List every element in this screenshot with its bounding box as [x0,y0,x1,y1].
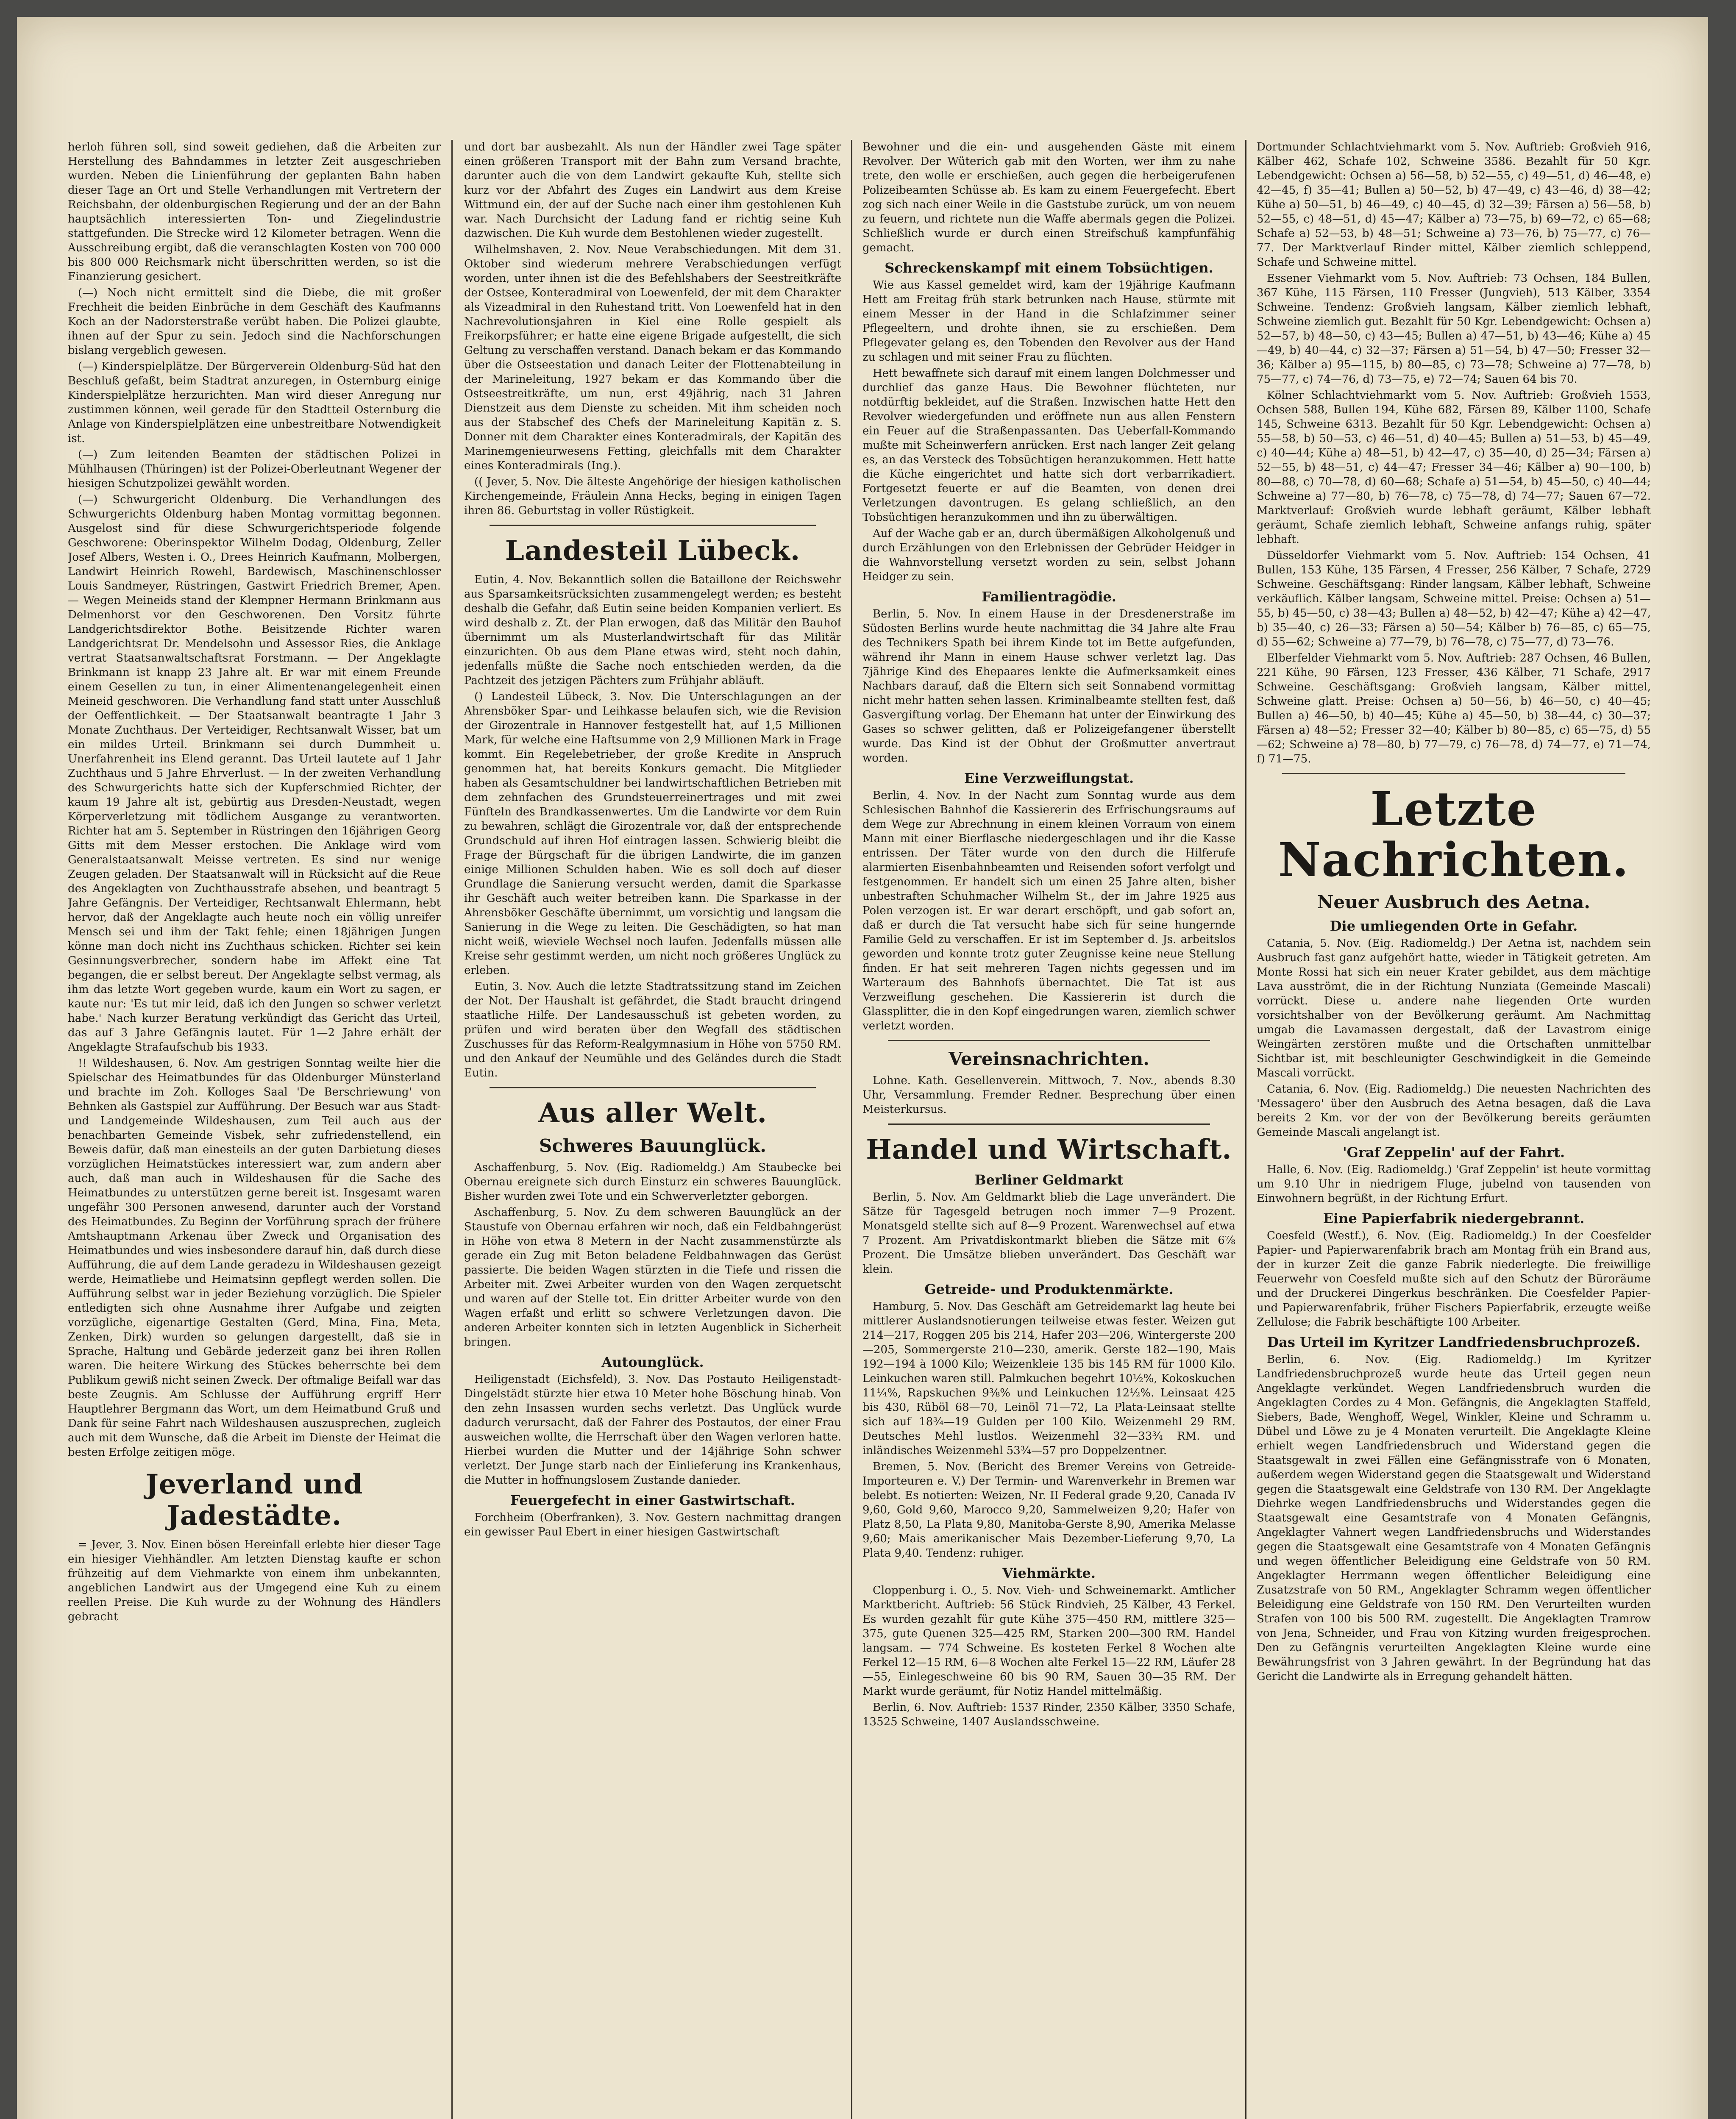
article-koeln-vieh: Kölner Schlachtviehmarkt vom 5. Nov. Auftrieb: Großvieh 1553, Ochsen 588, Bullen 194, Kühe 682, Färsen 89, Kälber 1100, Schafe 145, Schweine 6313. Bezahlt für 50 Kgr. Lebendgewicht: Ochsen a) 55—58, b) 50—53, c) 46—51, d) 40—45; Bullen a) 51—53, b) 45—49, c) 40—44; Kühe a) 48—51, b) 42—47, c) 35—40, d) 25—34; Färsen a) 52—55, b) 48—51, c) 44—47; Fresser 34—46; Kälber a) 90—100, b) 80—88, c) 70—78, d) 60—68; Schafe a) 51—54, b) 45—50, c) 40—44; Schweine a) 77—80, b) 76—78, c) 75—78, d) 74—77; Sauen 67—72. Marktverlauf: Großvieh wurde lebhaft geräumt, Kälber lebhaft geräumt, Schafe ziemlich lebhaft, Schweine anfangs ruhig, später lebhaft. [1257,389,1651,546]
headline-getreide: Getreide- und Produktenmärkte. [924,1281,1174,1297]
article-geldmarkt: Berlin, 5. Nov. Am Geldmarkt blieb die Lage unverändert. Die Sätze für Tagesgeld betrugen noch immer 7—9 Prozent. Monatsgeld stellte sich auf 8—9 Prozent. Warenwechsel auf etwa 7 Prozent. Am Privatdiskontmarkt blieben die Sätze mit 6⅞ Prozent. Die Umsätze blieben unverändert. Das Geschäft war klein. [862,1191,1235,1276]
article-hamburg-getreide: Hamburg, 5. Nov. Das Geschäft am Getreidemarkt lag heute bei mittlerer Auslandsnotierungen teilweise etwas fester. Weizen gut 214—217, Roggen 205 bis 214, Hafer 203—206, Wintergerste 200—205, Sommergerste 210—230, amerik. Gerste 182—190, Mais 192—194 à 1000 Kilo; Weizenkleie 135 bis 145 RM für 1000 Kilo. Leinkuchen waren still. Palmkuchen begehrt 10½%, Kokoskuchen 11¼%, Rapskuchen 9⅜% und Leinkuchen 12½%. Leinsaat 425 bis 430, Rüböl 68—70, Leinöl 71—72, La Plata-Leinsaat stellte sich auf 18¾—19 Gulden per 100 Kilo. Weizenmehl 29 RM. Deutsches Mehl lustlos. Weizenmehl 32—33¾ RM. und inländisches Weizenmehl 53¾—57 pro Doppelzentner. [862,1300,1235,1457]
separator-line [490,1087,816,1088]
separator-line [490,525,816,526]
headline-kyritz: Das Urteil im Kyritzer Landfriedensbruchprozeß. [1267,1334,1641,1350]
article-duesseldorf-vieh: Düsseldorfer Viehmarkt vom 5. Nov. Auftrieb: 154 Ochsen, 41 Bullen, 153 Kühe, 135 Färsen, 4 Fresser, 256 Kälber, 7 Schafe, 2729 Schweine. Geschäftsgang: Rinder langsam, Kälber lebhaft, Schweine verkäuflich. Kälber langsam, Schweine mittel. Preise: Ochsen a) 51—55, b) 45—50, c) 38—43; Bullen a) 48—52, b) 42—47; Kühe a) 42—47, b) 35—40, c) 26—33; Färsen a) 50—54; Kälber b) 76—85, c) 65—75, d) 55—62; Schweine a) 77—79, b) 76—78, c) 75—77, d) 73—76. [1257,549,1651,648]
subheadline-aetna: Die umliegenden Orte in Gefahr. [1330,918,1578,934]
article-essen-vieh: Essener Viehmarkt vom 5. Nov. Auftrieb: 73 Ochsen, 184 Bullen, 367 Kühe, 115 Färsen, 110 Fresser (Jungvieh), 513 Kälber, 3354 Schweine. Tendenz: Großvieh langsam, Kälber ziemlich lebhaft, Schweine ziemlich gut. Bezahlt für 50 Kgr. Lebendgewicht: Ochsen a) 52—57, b) 48—50, c) 43—45; Bullen a) 47—51, b) 43—46; Kühe a) 45—49, b) 40—44, c) 32—37; Färsen a) 51—54, b) 47—50; Fresser 32—36; Kälber a) 95—115, b) 80—85, c) 73—78; Schweine a) 77—78, b) 75—77, c) 74—76, d) 73—75, e) 72—74; Sauen 64 bis 70. [1257,272,1651,386]
article-halle-zeppelin: Halle, 6. Nov. (Eig. Radiomeldg.) 'Graf Zeppelin' ist heute vormittag um 9.10 Uhr in niedrigem Fluge, jubelnd von tausenden von Einwohnern begrüßt, in der Richtung Erfurt. [1257,1163,1651,1205]
headline-aetna: Neuer Ausbruch des Aetna. [1317,892,1591,912]
column-divider [1245,140,1246,2119]
article-cloppenburg-vieh: Cloppenburg i. O., 5. Nov. Vieh- und Schweinemarkt. Amtlicher Marktbericht. Auftrieb: 56 Stück Rindvieh, 25 Kälber, 43 Ferkel. Es wurden gezahlt für gute Kühe 375—450 RM, mittlere 325—375, gute Quenen 325—425 RM, Starken 200—300 RM. Handel langsam. — 774 Schweine. Es kosteten Ferkel 8 Wochen alte Ferkel 12—15 RM, 6—8 Wochen alte Ferkel 15—22 RM, Läufer 28—55, Einlegeschweine 60 bis 90 RM, Sauen 30—35 RM. Der Markt wurde geräumt, für Notiz Handel mittelmäßig. [862,1584,1235,1698]
separator-line [1282,773,1625,774]
column-divider [851,140,852,2119]
article-lohne-gesellenverein: Lohne. Kath. Gesellenverein. Mittwoch, 7. Nov., abends 8.30 Uhr, Versammlung. Fremder Redner. Besprechung über einen Meisterkursus. [862,1074,1235,1116]
article-berlin-kassiererin: Berlin, 4. Nov. In der Nacht zum Sonntag wurde aus dem Schlesischen Bahnhof die Kassiererin des Erfrischungsraums auf dem Wege zur Abrechnung in einem kleinen Vorraum von einem Mann mit einer Bierflasche niedergeschlagen und ihr die Kasse entrissen. Der Täter wurde von den durch die Hilferufe alarmierten Eisenbahnbeamten und Reisenden sofort verfolgt und festgenommen. Er handelt sich um einen 25 Jahre alten, bisher unbestraften Schuhmacher Wilhelm St., der im Jahre 1925 aus Polen verzogen ist. Er war derart erschöpft, und gab sofort an, daß er durch die Tat versucht habe sich für seine hungernde Familie Geld zu verschaffen. Er ist im September d. Js. arbeitslos geworden und konnte trotz guter Zeugnisse keine neue Stellung finden. Er hat seit mehreren Tagen nichts gegessen und im Warteraum des Bahnhofs übernachtet. Die Tat ist aus Verzweiflung geschehen. Die Kassiererin ist durch die Glassplitter, die in den Kopf eingedrungen waren, ziemlich schwer verletzt worden. [862,789,1235,1032]
article-schwurgericht: (—) Schwurgericht Oldenburg. Die Verhandlungen des Schwurgerichts Oldenburg haben Montag vormittag begonnen. Ausgelost sind für diese Schwurgerichtsperiode folgende Geschworene: Oberinspektor Wilhelm Dodag, Oldenburg, Zeller Josef Albers, Westen i. O., Drees Heinrich Kaufmann, Molbergen, Landwirt Heinrich Rowehl, Bardewisch, Maschinenschlosser Louis Sandmeyer, Rüstringen, Gastwirt Friedrich Bremer, Apen. — Wegen Meineids stand der Klempner Hermann Brinkmann aus Delmenhorst vor den Geschworenen. Den Vorsitz führte Landgerichtsdirektor Bothe. Beisitzende Richter waren Landgerichtsrat Dr. Mendelsohn und Assessor Ries, die Anklage vertrat Staatsanwaltschaftsrat Forstmann. — Der Angeklagte Brinkmann ist knapp 23 Jahre alt. Er war mit einem Freunde einem Gesellen zu tun, in einer Alimentenangelegenheit einen Meineid geschworen. Die Verhandlung fand statt unter Ausschluß der Oeffentlichkeit. — Der Staatsanwalt beantragte 1 Jahr 3 Monate Zuchthaus. Der Verteidiger, Rechtsanwalt Wisser, bat um ein mildes Urteil. Brinkmann sei durch Dummheit u. Unerfahrenheit ins Elend gerannt. Das Urteil lautete auf 1 Jahr Zuchthaus und 5 Jahre Ehrverlust. — In der zweiten Verhandlung des Schwurgerichts hatte sich der Kupferschmied Richter, der kaum 19 Jahre alt ist, gebürtig aus Dresden-Neustadt, wegen Körperverletzung mit tödlichem Ausgange zu verantworten. Richter hat am 5. September in Rüstringen den 16jährigen Georg Gitts mit dem Messer erstochen. Die Anklage wird vom Generalstaatsanwalt Meisse vertreten. Es sind nur wenige Zeugen geladen. Der Staatsanwalt will in Rücksicht auf die Reue des Angeklagten von Zuchthausstrafe absehen, und beantragt 5 Jahre Gefängnis. Der Verteidiger, Rechtsanwalt Ehlermann, hebt hervor, daß der Angeklagte auch heute noch ein völlig unreifer Mensch sei und ihm der Takt fehle; einen 18jährigen Jungen könne man doch nicht ins Zuchthaus schicken. Richter sei kein Gesinnungsverbrecher, sondern habe im Affekt eine Tat begangen, die er selbst bereut. Der Angeklagte selbst vermag, als ihm das letzte Wort gegeben wurde, kaum ein Wort zu sagen, er kaute nur: 'Es tut mir leid, daß ich den Jungen so schwer verletzt habe.' Nach kurzer Beratung verkündigt das Gericht das Urteil, das auf 3 Jahre Gefängnis lautet. Für 1—2 Jahre erhält der Angeklagte Strafaufschub bis 1933. [68,493,441,1054]
article-kassel-3: Auf der Wache gab er an, durch übermäßigen Alkoholgenuß und durch Erzählungen von den Erlebnissen der Gebrüder Heidger in die Wahnvorstellung versetzt worden zu sein, selbst Johann Heidger zu sein. [862,527,1235,583]
headline-papierfabrik: Eine Papierfabrik niedergebrannt. [1323,1210,1585,1226]
article-kyritz-urteil: Berlin, 6. Nov. (Eig. Radiomeldg.) Im Kyritzer Landfriedensbruchprozeß wurde heute das Urteil gegen neun Angeklagte verkündet. Wegen Landfriedensbruch wurden die Angeklagten Cordes zu 4 Mon. Gefängnis, die Angeklagten Staffeld, Siebers, Bade, Wenghoff, Wegel, Winkler, Kleine und Schramm u. Dübel und Löwe zu je 4 Monaten verurteilt. Die Angeklagte Kleine erhielt wegen Landfriedensbruch und Widerstand gegen die Staatsgewalt in zwei Fällen eine Gefängnisstrafe von 6 Monaten, außerdem wegen Widerstand gegen die Staatsgewalt und Widerstand gegen die Staatsgewalt eine Geldstrafe von 130 RM. Der Angeklagte Diehrke wegen Landfriedensbruchs und Widerstandes gegen die Staatsgewalt eine Gesamtstrafe von 4 Monaten Gefängnis, Angeklagter Vahnert wegen Landfriedensbruchs und Widerstandes gegen die Staatsgewalt eine Gesamtstrafe von 4 Monaten Gefängnis und wegen öffentlicher Beleidigung eine Geldstrafe von 50 RM. Angeklagter Herrmann wegen öffentlicher Beleidigung eine Zusatzstrafe von 50 RM., Angeklagter Schramm wegen öffentlicher Beleidigung eine Geldstrafe von 150 RM. Den Verurteilten wurden Strafen von 100 bis 500 RM. zugestellt. Die Angeklagten Tramrow von Jena, Schneider, und Frau von Kitzing wurden freigesprochen. Den zu Gefängnis verurteilten Angeklagten Kleine wurde eine Bewährungsfrist von 3 Jahren gewährt. In der Begründung hat das Gericht die Landwirte als in Erregung gehandelt hätten. [1257,1353,1651,1683]
article-jever-kuh: und dort bar ausbezahlt. Als nun der Händler zwei Tage später einen größeren Transport mit der Bahn zum Versand brachte, darunter auch die von dem Landwirt gekaufte Kuh, stellte sich kurz vor der Abfahrt des Zuges ein Landwirt aus dem Kreise Wittmund ein, der auf der Suche nach einer ihm gestohlenen Kuh war. Nach Durchsicht der Ladung fand er richtig seine Kuh dazwischen. Die Kuh wurde dem Bestohlenen wieder zugestellt. [464,141,841,240]
headline-tobsuechtiger: Schreckenskampf mit einem Tobsüchtigen. [885,260,1213,276]
article-berlin-auftrieb: Berlin, 6. Nov. Auftrieb: 1537 Rinder, 2350 Kälber, 3350 Schafe, 13525 Schweine, 1407 Auslandsschweine. [862,1701,1235,1728]
headline-geldmarkt: Berliner Geldmarkt [974,1172,1124,1188]
article-aschaffenburg-2: Aschaffenburg, 5. Nov. Zu dem schweren Bauunglück an der Staustufe von Obernau erfahren wir noch, daß ein Feldbahngerüst in Höhe von etwa 8 Metern in der Nacht zusammenstürzte als gerade ein Zug mit Beton beladene Feldbahnwagen das Gerüst passierte. Die beiden Wagen stürzten in die Tiefe und rissen die Arbeiter mit. Zwei Arbeiter wurden von den Wagen zerquetscht und waren auf der Stelle tot. Ein dritter Arbeiter wurde von den Wagen erfaßt und erlitt so schwere Verletzungen davon. Die anderen Arbeiter konnten sich in letzten Augenblick in Sicherheit bringen. [464,1206,841,1349]
section-heading-aus-aller-welt: Aus aller Welt. [538,1097,767,1129]
column-3 [862,140,1235,2119]
article-kassel-1: Wie aus Kassel gemeldet wird, kam der 19jährige Kaufmann Hett am Freitag früh stark betrunken nach Hause, stürmte mit einem Messer in der Hand in die Schlafzimmer seiner Pflegeeltern, und drohte ihnen, sie zu erschießen. Dem Pflegevater gelang es, den Tobenden den Revolver aus der Hand zu schlagen und mit seiner Frau zu flüchten. [862,279,1235,364]
headline-bauunglueck: Schweres Bauunglück. [539,1135,766,1156]
article-diebe: (—) Noch nicht ermittelt sind die Diebe, die mit großer Frechheit die beiden Einbrüche in dem Geschäft des Kaufmanns Koch an der Nadorsterstraße verübt haben. Die Polizei glaubte, ihnen auf der Spur zu sein. Jedoch sind die Nachforschungen bislang vergeblich gewesen. [68,286,441,357]
article-catania-1: Catania, 5. Nov. (Eig. Radiomeldg.) Der Aetna ist, nachdem sein Ausbruch fast ganz aufgehört hatte, wieder in Tätigkeit getreten. Am Monte Rossi hat sich ein neuer Krater gebildet, aus dem mächtige Lava ausströmt, die in der Richtung Nunziata (Gemeinde Mascali) vorrückt. Diese u. andere nahe liegenden Orte wurden vorsichtshalber von der Bevölkerung geräumt. Am Nachmittag umgab die Lavamassen dergestalt, daß der Lavastrom einige Weingärten zerstören mußte und die Ortschaften unmittelbar Sichtbar ist, mit beschleunigter Geschwindigkeit in die Gemeinde Mascali vorrückt. [1257,937,1651,1079]
section-heading-luebeck: Landesteil Lübeck. [505,535,801,567]
column-divider [451,140,453,2119]
column-1 [68,140,441,2119]
newspaper-page [17,17,1708,2119]
column-2 [464,140,841,2119]
article-heiligenstadt: Heiligenstadt (Eichsfeld), 3. Nov. Das Postauto Heiligenstadt-Dingelstädt stürzte hier etwa 10 Meter hohe Böschung hinab. Von den zehn Insassen wurden sechs verletzt. Das Unglück wurde dadurch verursacht, daß der Fahrer des Postautos, der einer Frau ausweichen wollte, die Herrschaft über den Wagen verloren hatte. Hierbei wurden die Mutter und der 14jährige Sohn schwer verletzt. Der Junge starb nach der Einlieferung ins Krankenhaus, die Mutter in hoffnungslosem Zustande danieder. [464,1373,841,1487]
article-kinderspielplaetze: (—) Kinderspielplätze. Der Bürgerverein Oldenburg-Süd hat den Beschluß gefaßt, beim Stadtrat anzuregen, in Osternburg einige Kinderspielplätze herzurichten. Man wird dieser Anregung nur zustimmen können, weil gerade für den Stadtteil Osternburg die Anlage von Kinderspielplätzen eine unbestreitbare Notwendigkeit ist. [68,360,441,445]
headline-autounglueck: Autounglück. [601,1354,704,1370]
headline-zeppelin: 'Graf Zeppelin' auf der Fahrt. [1342,1144,1565,1160]
article-eutin-stadtrat: Eutin, 3. Nov. Auch die letzte Stadtratssitzung stand im Zeichen der Not. Der Haushalt ist gefährdet, die Stadt braucht dringend staatliche Hilfe. Der Landesausschuß ist gebeten worden, zu prüfen und wird beraten über den Wegfall des städtischen Zuschusses für das Reform-Realgymnasium in Höhe von 5750 RM. und den Ankauf der Neumühle und des Geländes durch die Stadt Eutin. [464,980,841,1079]
article-bahnbau: herloh führen soll, sind soweit gediehen, daß die Arbeiten zur Herstellung des Bahndammes in letzter Zeit ausgeschrieben wurden. Neben die Linienführung der geplanten Bahn haben dieser Tage an Ort und Stelle Verhandlungen mit Vertretern der Reichsbahn, der oldenburgischen Regierung und der an der Bahn hauptsächlich interessierten Ton- und Ziegelindustrie stattgefunden. Die Strecke wird 12 Kilometer betragen. Wenn die Ausschreibung ergibt, daß die veranschlagten Kosten von 700 000 bis 800 000 Reichsmark nicht überschritten werden, so ist die Finanzierung gesichert. [68,141,441,283]
column-4 [1257,140,1651,2119]
article-forchheim: Forchheim (Oberfranken), 3. Nov. Gestern nachmittag drangen ein gewisser Paul Ebert in einer hiesigen Gastwirtschaft [464,1511,841,1538]
separator-line [888,1040,1210,1041]
headline-verzweiflungstat: Eine Verzweiflungstat. [964,770,1134,786]
article-dortmund-vieh: Dortmunder Schlachtviehmarkt vom 5. Nov. Auftrieb: Großvieh 916, Kälber 462, Schafe 102, Schweine 3586. Bezahlt für 50 Kgr. Lebendgewicht: Ochsen a) 56—58, b) 52—55, c) 49—51, d) 46—48, e) 42—45, f) 35—41; Bullen a) 50—52, b) 47—49, c) 43—46, d) 38—42; Kühe a) 50—51, b) 46—49, c) 40—45, d) 32—39; Färsen a) 56—58, b) 52—55, c) 48—51, d) 45—47; Kälber a) 73—75, b) 69—72, c) 65—68; Schafe a) 52—53, b) 48—51; Schweine a) 73—76, b) 75—77, c) 76—77. Der Marktverlauf Rinder mittel, Kälber ziemlich schleppend, Schafe und Schweine mittel. [1257,141,1651,269]
article-jever-viehhaendler: = Jever, 3. Nov. Einen bösen Hereinfall erlebte hier dieser Tage ein hiesiger Viehhändler. Am letzten Dienstag kaufte er schon frühzeitig auf dem Viehmarkte von einem ihm unbekannten, angeblichen Landwirt aus der Umgegend eine Kuh zu einem reellen Preise. Die Kuh wurde zu der Wohnung des Händlers gebracht [68,1538,441,1623]
headline-viehmaerkte: Viehmärkte. [1002,1565,1096,1581]
article-bremen-getreide: Bremen, 5. Nov. (Bericht des Bremer Vereins von Getreide-Importeuren e. V.) Der Termin- und Warenverkehr in Bremen war belebt. Es notierten: Weizen, Nr. II Federal grade 9,20, Canada IV 9,60, Gold 9,60, Marocco 9,20, Sammelweizen 9,20; Hafer von Platz 8,50, La Plata 9,80, Manitoba-Gerste 8,90, Amerika Melasse 9,60; Mais amerikanischer Mais Dezember-Lieferung 9,70, La Plata 9,40. Tendenz: ruhiger. [862,1460,1235,1560]
article-jever-geburtstag: (( Jever, 5. Nov. Die älteste Angehörige der hiesigen katholischen Kirchengemeinde, Fräulein Anna Hecks, beging in einigen Tagen ihren 86. Geburtstag in voller Rüstigkeit. [464,476,841,517]
section-heading-jeverland: Jeverland und Jadestädte. [145,1468,363,1532]
article-forchheim-cont: Bewohner und die ein- und ausgehenden Gäste mit einem Revolver. Der Wüterich gab mit den Worten, wer ihm zu nahe trete, den wolle er erschießen, auch gegen die herbeigerufenen Polizeibeamten Schüsse ab. Es kam zu einem Feuergefecht. Ebert zog sich nach einer Weile in die Gaststube zurück, um von neuem zu feuern, und richtete nun die Waffe abermals gegen die Polizei. Schließlich wurde er durch einen Streifschuß kampfunfähig gemacht. [862,141,1235,254]
article-eutin-reichswehr: Eutin, 4. Nov. Bekanntlich sollen die Bataillone der Reichswehr aus Sparsamkeitsrücksichten zusammengelegt werden; es besteht deshalb die Gefahr, daß Eutin seine beiden Kompanien verliert. Es wird deshalb z. Zt. der Plan erwogen, daß das Militär den Bauhof übernimmt um als Musterlandwirtschaft für das Militär einzurichten. Ob aus dem Plane etwas wird, steht noch dahin, jedenfalls müßte die Sache noch entschieden werden, da die Pachtzeit des jetzigen Pächters zum Frühjahr abläuft. [464,573,841,687]
section-heading-vereinsnachrichten: Vereinsnachrichten. [949,1048,1149,1069]
article-kassel-2: Hett bewaffnete sich darauf mit einem langen Dolchmesser und durchlief das ganze Haus. Die Bewohner flüchteten, nur notdürftig bekleidet, auf die Straßen. Inzwischen hatte Hett den Revolver wiedergefunden und eröffnete nun aus allen Fenstern ein Feuer auf die Straßenpassanten. Das Ueberfall-Kommando mußte mit Scheinwerfern anrücken. Erst nach langer Zeit gelang es, an das Versteck des Tobsüchtigen heranzukommen. Hett hatte die Küche eingerichtet und hatte sich dort verbarrikadiert. Fortgesetzt feuerte er auf die Beamten, von denen drei Verletzungen davontrugen. Es gelang schließlich, an den Tobsüchtigen heranzukommen und ihn zu überwältigen. [862,367,1235,524]
article-catania-2: Catania, 6. Nov. (Eig. Radiomeldg.) Die neuesten Nachrichten des 'Messagero' über den Ausbruch des Aetna besagen, daß die Lava bereits 2 Km. vor der von der Bevölkerung bereits geräumten Gemeinde Mascali angelangt ist. [1257,1083,1651,1139]
article-aschaffenburg-1: Aschaffenburg, 5. Nov. (Eig. Radiomeldg.) Am Staubecke bei Obernau ereignete sich durch Einsturz ein schweres Bauunglück. Bisher wurden zwei Tote und ein Schwerverletzter geborgen. [464,1161,841,1203]
separator-line [888,1123,1210,1125]
headline-feuergefecht: Feuergefecht in einer Gastwirtschaft. [510,1492,795,1508]
section-heading-letzte-nachrichten: Letzte Nachrichten. [1278,781,1630,887]
article-wildeshausen: !! Wildeshausen, 6. Nov. Am gestrigen Sonntag weilte hier die Spielschar des Heimatbundes für das Oldenburger Münsterland und brachte im Zoh. Kolloges Saal 'De Berschriewung' von Behnken als Gastspiel zur Aufführung. Der Besuch war aus Stadt- und Landgemeinde Wildeshausen, zum Teil auch aus der benachbarten Gemeinde Visbek, sehr zufriedenstellend, ein Beweis dafür, daß man einesteils an der guten Darbietung dieses vorzüglichen Heimatstückes interessiert war, zum andern aber auch, daß man auch in Wildeshausen für die Sache des Heimatbundes zu unterstützen gerne bereit ist. Insgesamt waren ungefähr 300 Personen anwesend, darunter auch der Vorstand des Heimatbundes. Zu Beginn der Vorführung sprach der frühere Amtshauptmann Arkenau über Zweck und Organisation des Heimatbundes und wies insbesondere darauf hin, daß durch diese Aufführung, die auf dem Lande geradezu in Wildeshausen gezeigt werde, Heimatliebe und Heimatsinn gepflegt werden sollen. Die Aufführung selbst war in jeder Beziehung vorzüglich. Die Spieler entledigten sich ohne Ausnahme ihrer Aufgabe und zeigten vorzügliche, eigenartige Gestalten (Gerd, Mina, Fina, Meta, Zenken, Dirk) wurden so gelungen dargestellt, daß sie in Sprache, Haltung und Gebärde jederzeit ganz bei ihren Rollen waren. Die heitere Wirkung des Stückes beherrschte bei dem Publikum gewiß nicht seinen Zweck. Der oftmalige Beifall war das beste Zeugnis. Am Schlusse der Aufführung ergriff Herr Hauptlehrer Bergmann das Wort, um dem Heimatbund Gruß und Dank für seine Fahrt nach Wildeshausen auszusprechen, zugleich auch mit dem Wunsche, daß die Arbeit im Dienste der Heimat die besten Erfolge zeitigen möge. [68,1057,441,1459]
article-berlin-gasvergiftung: Berlin, 5. Nov. In einem Hause in der Dresdenerstraße im Südosten Berlins wurde heute nachmittag die 34 Jahre alte Frau des Technikers Spath bei ihrem Kinde tot im Bette aufgefunden, während ihr Mann in einem Hause schwer verletzt lag. Das 7jährige Kind des Ehepaares lenkte die Aufmerksamkeit eines Nachbars darauf, daß die Eltern sich seit Sonnabend vormittag nicht mehr hatten sehen lassen. Kriminalbeamte stellten fest, daß Gasvergiftung vorlag. Der Ehemann hat unter der Einwirkung des Gases so schwer gelitten, daß er Polizeigefangener überstellt wurde. Das Kind ist der Obhut der Großmutter anvertraut worden. [862,608,1235,765]
section-heading-handel: Handel und Wirtschaft. [866,1134,1232,1165]
article-ahrensboek-sparkasse: () Landesteil Lübeck, 3. Nov. Die Unterschlagungen an der Ahrensböker Spar- und Leihkasse belaufen sich, wie die Revision der Girozentrale in Hannover festgestellt hat, auf 1,5 Millionen Mark, für welche eine Haftsumme von 2,9 Millionen Mark in Frage kommt. Ein Regelebetrieber, der große Kredite in Anspruch genommen hat, hat bereits Konkurs gemacht. Die Mitglieder haben als Gesamtschuldner bei landwirtschaftlichen Betrieben mit dem zehnfachen des Grundsteuerreinertrages und mit zwei Fünfteln des Brandkassenwertes. Um die Landwirte vor dem Ruin zu bewahren, schlägt die Girozentrale vor, daß der entsprechende Grundschuld auf ihren Hof eintragen lassen. Schwierig bleibt die Frage der Bürgschaft für die übrigen Landwirte, die im ganzen einige Millionen Schulden haben. Wie es soll doch auf dieser Grundlage die Sanierung versucht werden, damit die Sparkasse ihr Geschäft auch weiter betreiben kann. Die Sparkasse in der Ahrensböker Geschäfte übernimmt, um vorsichtig und langsam die Sanierung in die Wege zu leiten. Die Geschädigten, so hat man nicht weiß, wieviele Wechsel noch laufen. Jedenfalls müssen alle Kreise sehr gestimmt werden, um nicht noch größeres Unglück zu erleben. [464,690,841,977]
article-coesfeld: Coesfeld (Westf.), 6. Nov. (Eig. Radiomeldg.) In der Coesfelder Papier- und Papierwarenfabrik brach am Montag früh ein Brand aus, der in kurzer Zeit die ganze Fabrik niederlegte. Die freiwillige Feuerwehr von Coesfeld mußte sich auf den Schutz der Büroräume und der Druckerei Dingerkus beschränken. Die Coesfelder Papier- und Papierwarenfabrik, früher Fischers Papierfabrik, erzeugte weiße Zellulose; die Fabrik beschäftigte 100 Arbeiter. [1257,1229,1651,1329]
headline-familientragoedie: Familientragödie. [982,589,1116,605]
article-wilhelmshaven: Wilhelmshaven, 2. Nov. Neue Verabschiedungen. Mit dem 31. Oktober sind wiederum mehrere Verabschiedungen verfügt worden, unter ihnen ist die des Befehlshabers der Seestreitkräfte der Ostsee, Konteradmiral von Loewenfeld, der mit dem Charakter als Vizeadmiral in den Ruhestand tritt. Von Loewenfeld hat in den Nachrevolutionsjahren in Kiel eine Rolle gespielt als Freikorpsführer; er hatte eine eigene Brigade aufgestellt, die sich Geltung zu verschaffen verstand. Danach bekam er das Kommando über die Ostseestation und danach Leiter der Flottenabteilung in der Marineleitung, 1927 bekam er das Kommando über die Ostseestreitkräfte, um nun, erst 49jährig, nach 31 Jahren Dienstzeit aus dem Dienste zu scheiden. Mit ihm scheiden noch aus der Stabschef des Chefs der Marineleitung Kapitän z. S. Donner mit dem Charakter eines Konteradmirals, der Kapitän des Marinemgenieurwesens Fetting, gleichfalls mit dem Charakter eines Konteradmirals (Ing.). [464,243,841,472]
article-elberfeld-vieh: Elberfelder Viehmarkt vom 5. Nov. Auftrieb: 287 Ochsen, 46 Bullen, 221 Kühe, 90 Färsen, 123 Fresser, 436 Kälber, 71 Schafe, 2917 Schweine. Geschäftsgang: Großvieh langsam, Kälber mittel, Schweine glatt. Preise: Ochsen a) 50—56, b) 46—50, c) 40—45; Bullen a) 46—50, b) 40—45; Kühe a) 45—50, b) 38—44, c) 30—37; Färsen a) 48—52; Fresser 32—40; Kälber b) 80—85, c) 65—75, d) 55—62; Schweine a) 78—80, b) 77—79, c) 76—78, d) 74—77, e) 71—74, f) 71—75. [1257,652,1651,765]
article-polizei-muehlhausen: (—) Zum leitenden Beamten der städtischen Polizei in Mühlhausen (Thüringen) ist der Polizei-Oberleutnant Wegener der hiesigen Schutzpolizei gewählt worden. [68,448,441,490]
